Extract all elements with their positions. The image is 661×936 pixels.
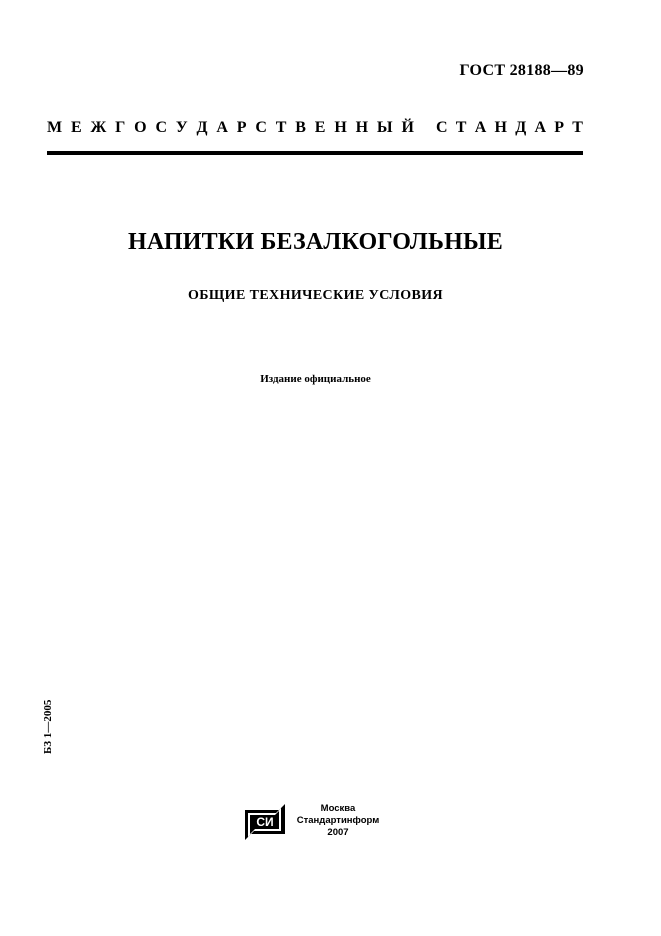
- banner-letter: Е: [70, 119, 82, 136]
- banner-letter: Н: [355, 119, 369, 136]
- banner-letter: А: [474, 119, 487, 136]
- banner-letter: Ы: [376, 119, 393, 136]
- banner-letter: С: [255, 119, 267, 136]
- banner-letter: Г: [115, 119, 126, 136]
- banner-letter: Т: [572, 119, 583, 136]
- banner-letter: Н: [494, 119, 507, 136]
- standard-type-banner: [47, 119, 583, 137]
- banner-letter: Т: [275, 119, 287, 136]
- banner-letter: Р: [554, 119, 565, 136]
- standard-type-word-interstate: [47, 119, 414, 137]
- banner-letter: С: [155, 119, 168, 136]
- side-print-code: БЗ 1—2005: [42, 699, 54, 754]
- banner-letter: Д: [515, 119, 527, 136]
- publisher-year: 2007: [327, 827, 349, 838]
- standartinform-logo-icon: [245, 804, 285, 840]
- banner-letter: Р: [236, 119, 247, 136]
- banner-letter: Д: [196, 119, 208, 136]
- banner-letter: А: [216, 119, 228, 136]
- document-title: НАПИТКИ БЕЗАЛКОГОЛЬНЫЕ: [128, 229, 503, 255]
- banner-letter: Ж: [90, 119, 107, 136]
- standard-type-word-standard: [436, 119, 583, 137]
- banner-letter: Й: [401, 119, 414, 136]
- document-number: ГОСТ 28188—89: [459, 62, 584, 79]
- banner-letter: Т: [455, 119, 467, 136]
- banner-letter: У: [175, 119, 188, 136]
- banner-letter: А: [534, 119, 546, 136]
- document-subtitle: ОБЩИЕ ТЕХНИЧЕСКИЕ УСЛОВИЯ: [187, 288, 444, 303]
- logo-lettering: СИ: [256, 815, 274, 829]
- banner-letter: С: [436, 119, 448, 136]
- edition-note: Издание официальное: [260, 373, 371, 385]
- publisher-city: Москва: [320, 803, 356, 814]
- banner-letter: В: [295, 119, 306, 136]
- banner-letter: Н: [334, 119, 347, 136]
- banner-letter: О: [134, 119, 147, 136]
- banner-letter: М: [47, 119, 63, 136]
- publisher-block: [292, 803, 384, 839]
- publisher-name: Стандартинформ: [296, 815, 380, 826]
- banner-letter: Е: [314, 119, 326, 136]
- header-rule: [47, 151, 583, 155]
